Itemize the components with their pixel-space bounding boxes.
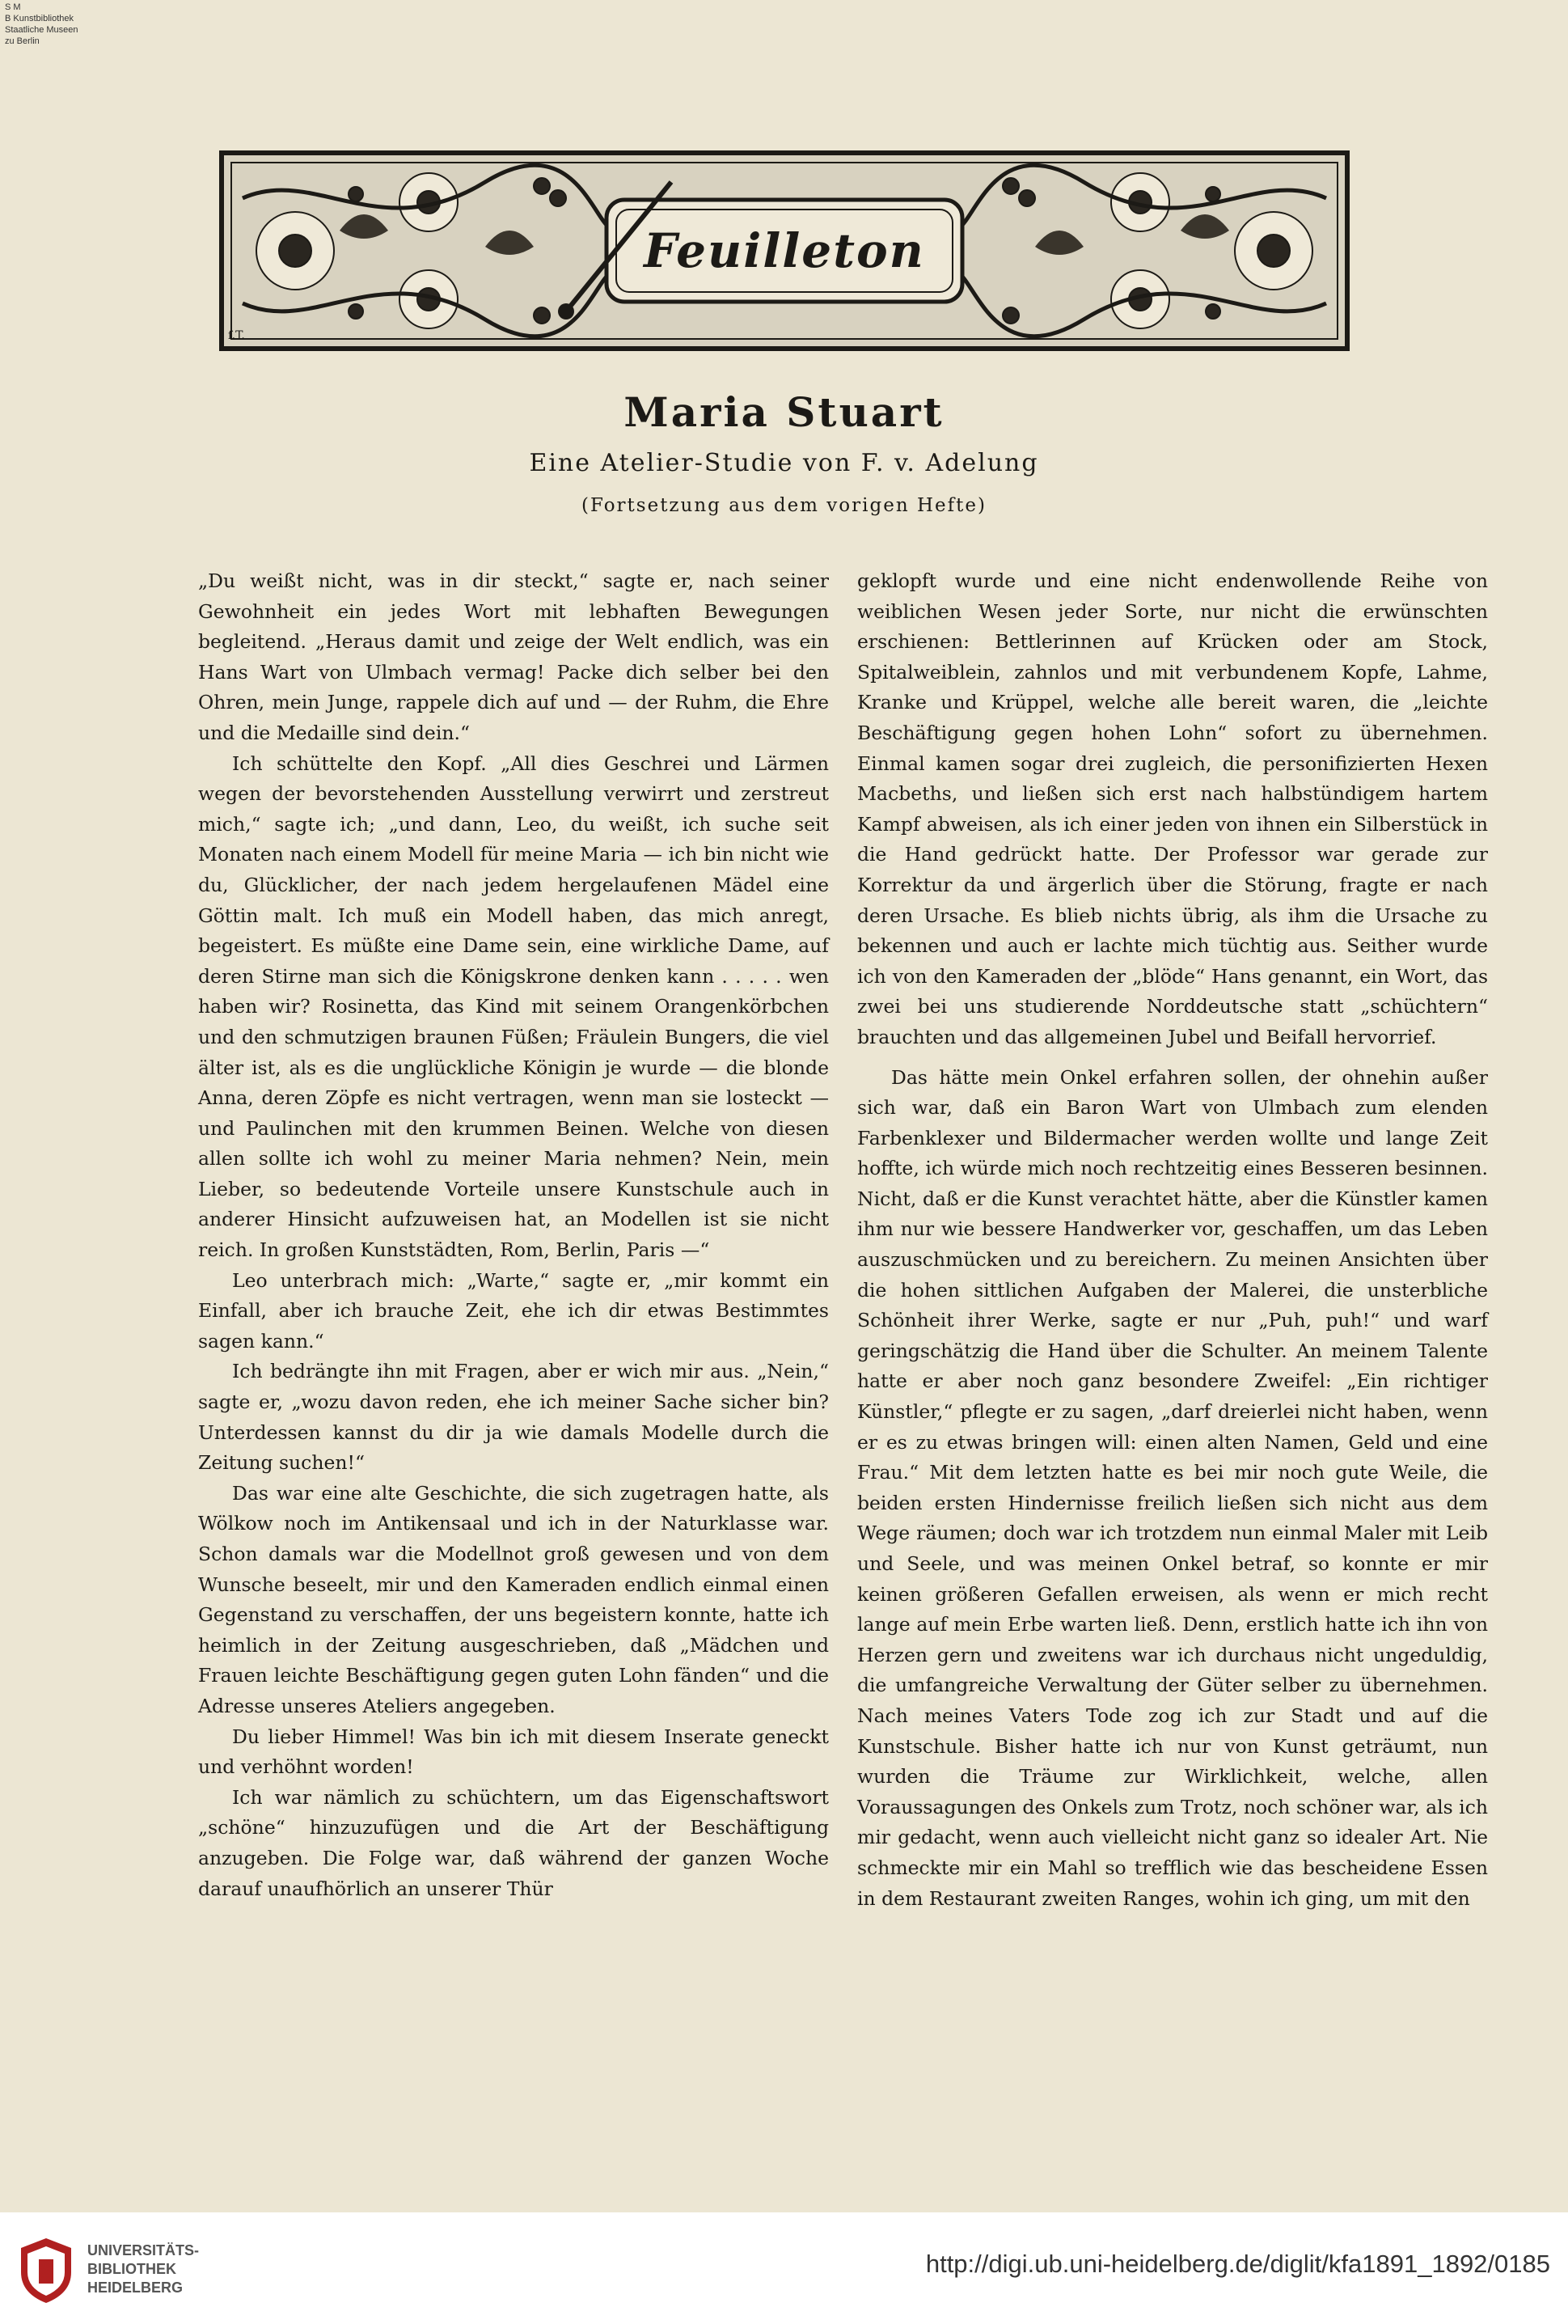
- library-name: [87, 2241, 199, 2297]
- library-stamp: [5, 2, 102, 47]
- university-seal-icon: [18, 2237, 74, 2305]
- paragraph: Ich schüttelte den Kopf. „All dies Geschrei und Lärmen wegen der bevorstehenden Ausstellung verwirrt und zerstreut mich,“ sagte ich; „und dann, Leo, du weißt, ich suche seit Monaten nach einem Modell für meine Maria — ich bin nicht wie du, Glücklicher, der nach jedem hergelaufenen Mädel eine Göttin malt. Ich muß ein Modell haben, das mich anregt, begeistert. Es müßte eine Dame sein, eine wirkliche Dame, auf deren Stirne man sich die Königskrone denken kann . . . . . wen haben wir? Rosinetta, das Kind mit seinem Orangenkörbchen und den schmutzigen braunen Füßen; Fräulein Bungers, die viel älter ist, als es die unglückliche Königin je wurde — die blonde Anna, deren Zöpfe es nicht vertragen, wenn man sie losteckt — und Paulinchen mit den krummen Beinen. Welche von diesen allen sollte ich wohl zu meiner Maria nehmen? Nein, mein Lieber, so bedeutende Vorteile unsere Kunstschule auch in anderer Hinsicht aufzuweisen hat, an Modellen ist sie nicht reich. In großen Kunststädten, Rom, Berlin, Paris —“: [198, 751, 829, 1262]
- stamp-line: S M: [5, 2, 21, 12]
- paragraph: Du lieber Himmel! Was bin ich mit diesem Inserate geneckt und verhöhnt worden!: [198, 1725, 829, 1779]
- source-url[interactable]: http://digi.ub.uni-heidelberg.de/diglit/kfa1891_1892/0185: [925, 2250, 1550, 2278]
- library-name-line: UNIVERSITÄTS-: [87, 2242, 200, 2258]
- paragraph: Das hätte mein Onkel erfahren sollen, der ohnehin außer sich war, daß ein Baron Wart von Ulmbach zum elenden Farbenklexer und Bildermacher werden wollte und lange Zeit hoffte, ich würde mich noch rechtzeitig eines Besseren besinnen. Nicht, daß er die Kunst verachtet hätte, aber die Künstler kamen ihm nur wie bessere Handwerker vor, geschaffen, um das Leben auszuschmücken und zu bereichern. Zu meinen Ansichten über die hohen sittlichen Aufgaben der Malerei, die unsterbliche Schönheit ihrer Werke, sagte er nur „Puh, puh!“ und warf geringschätzig die Hand über die Schulter. An meinem Talente hatte er aber noch ganz besondere Zweifel: „Ein richtiger Künstler,“ pflegte er zu sagen, „darf dreierlei nicht haben, wenn er es zu etwas bringen will: einen alten Namen, Geld und eine Frau.“ Mit dem letzten hatte es bei mir noch gute Weile, die beiden ersten Hindernisse freilich ließen sich nicht aus dem Wege räumen; doch war ich trotzdem nun einmal Maler mit Leib und Seele, und was meinen Onkel betraf, so konnte er mir keinen größeren Gefallen erweisen, als wenn er mich recht lange auf mein Erbe warten ließ. Denn, erstlich hatte ich ihn von Herzen gern und zweitens war ich durchaus nicht ungeduldig, die umfangreiche Verwaltung der Güter selber zu übernehmen. Nach meines Vaters Tode zog ich zur Stadt und auf die Kunstschule. Bisher hatte ich nur von Kunst geträumt, nun wurden die Träume zur Wirklichkeit, welche, allen Voraussagungen des Onkels zum Trotz, noch schöner war, als ich mir gedacht, wenn auch vielleicht nicht ganz so idealer Art. Nie schmeckte mir ein Mahl so trefflich wie das bescheidene Essen in dem Restaurant zweiten Ranges, wohin ich ging, um mit den: [857, 1065, 1488, 1910]
- paragraph: Ich bedrängte ihn mit Fragen, aber er wich mir aus. „Nein,“ sagte er, „wozu davon reden, ehe ich meiner Sache sicher bin? Unterdessen kannst du dir ja wie damals Modelle durch die Zeitung suchen!“: [198, 1360, 829, 1475]
- continuation-note: (Fortsetzung aus dem vorigen Hefte): [581, 495, 987, 516]
- banner-word: Feuilleton: [644, 223, 925, 278]
- paragraph: „Du weißt nicht, was in dir steckt,“ sagte er, nach seiner Gewohnheit ein jedes Wort mit lebhaften Bewegungen begleitend. „Heraus damit und zeige der Welt endlich, was ein Hans Wart von Ulmbach vermag! Packe dich selber bei den Ohren, mein Junge, rappele dich auf und — der Ruhm, die Ehre und die Medaille sind dein.“: [198, 569, 829, 744]
- article-subtitle: Eine Atelier-Studie von F. v. Adelung: [529, 449, 1039, 477]
- paragraph: Das war eine alte Geschichte, die sich zugetragen hatte, als Wölkow noch im Antikensaal und ich in der Naturklasse war. Schon damals war die Modellnot groß gewesen und von dem Wunsche beseelt, mir und den Kameraden endlich einmal einen Gegenstand zu verschaffen, der uns begeistern konnte, hatte ich heimlich in der Zeitung ausgeschrieben, daß „Mädchen und Frauen leichte Beschäftigung gegen guten Lohn fänden“ und die Adresse unseres Ateliers angegeben.: [198, 1481, 829, 1717]
- library-name-line: BIBLIOTHEK: [87, 2261, 176, 2277]
- paragraph: geklopft wurde und eine nicht endenwollende Reihe von weiblichen Wesen jeder Sorte, nur nicht die erwünschten erschienen: Bettlerinnen auf Krücken oder am Stock, Spitalweiblein, zahnlos und mit verbundenem Kopfe, Lahme, Kranke und Krüppel, welche alle bereit waren, die „leichte Beschäftigung gegen hohen Lohn“ sofort zu übernehmen. Einmal kamen sogar drei zugleich, die personifizierten Hexen Macbeths, und ließen sich erst nach halbstündigem hartem Kampf abweisen, als ich einer jeden von ihnen ein Silberstück in die Hand gedrückt hatte. Der Professor war gerade zur Korrektur da und ärgerlich über die Störung, fragte er nach deren Ursache. Es blieb nichts übrig, als ihm die Ursache zu bekennen und auch er lachte mich tüchtig aus. Seither wurde ich von den Kameraden der „blöde“ Hans genannt, ein Wort, das zwei bei uns studierende Norddeutsche statt „schüchtern“ brauchten und das allgemeinen Jubel und Beifall hervorrief.: [857, 569, 1488, 1048]
- article-title: Maria Stuart: [623, 388, 945, 436]
- paragraph: Ich war nämlich zu schüchtern, um das Eigenschaftswort „schöne“ hinzuzufügen und die Art der Beschäftigung anzugeben. Die Folge war, daß während der ganzen Woche darauf unaufhörlich an unserer Thür: [198, 1785, 829, 1900]
- stamp-line: zu Berlin: [5, 36, 40, 46]
- library-name-line: HEIDELBERG: [87, 2280, 184, 2296]
- paragraph: Leo unterbrach mich: „Warte,“ sagte er, „mir kommt ein Einfall, aber ich brauche Zeit, ehe ich dir etwas Bestimmtes sagen kann.“: [198, 1268, 829, 1352]
- feuilleton-banner: [218, 150, 1350, 352]
- banner-monogram: f.T.: [228, 329, 245, 342]
- stamp-line: B Kunstbibliothek: [5, 14, 74, 23]
- left-column: [198, 566, 829, 1904]
- stamp-line: Staatliche Museen: [5, 25, 78, 35]
- right-column: [857, 566, 1488, 1914]
- footer-bar: [0, 2212, 1568, 2324]
